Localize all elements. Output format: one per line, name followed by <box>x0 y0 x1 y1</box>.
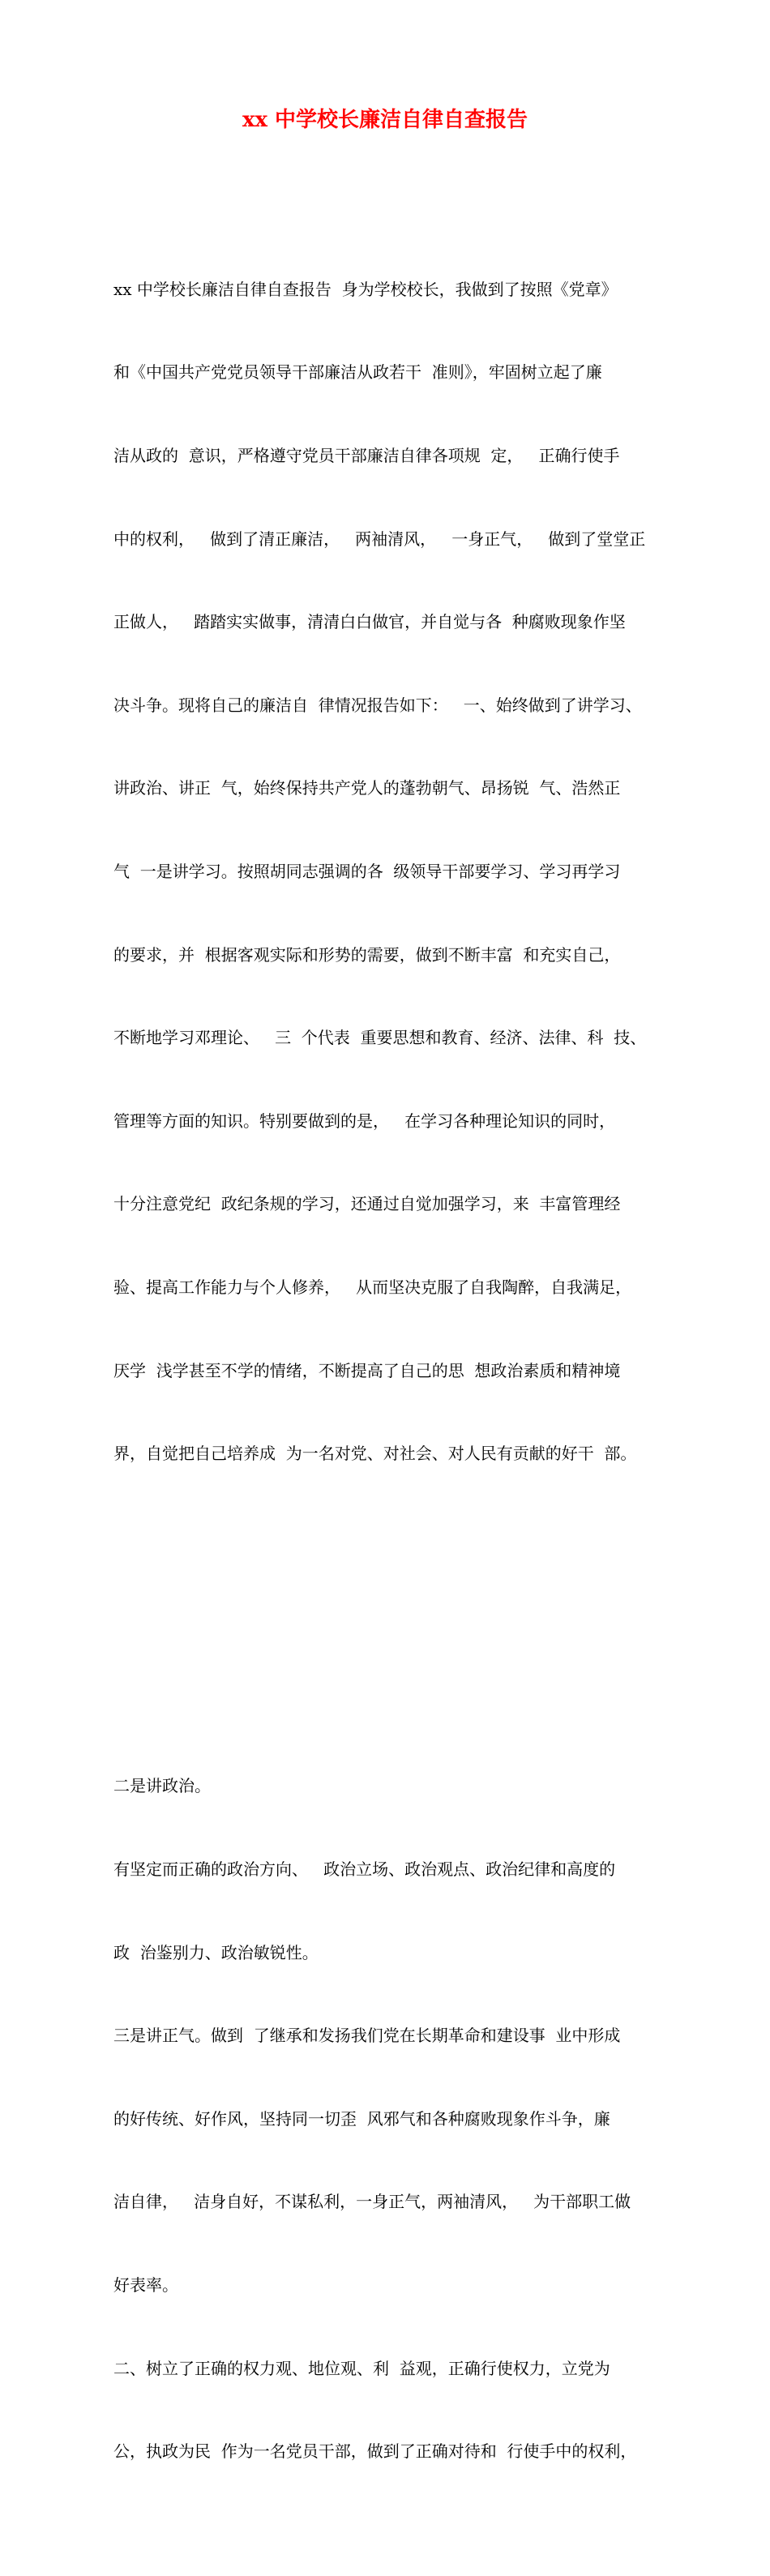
paragraph-spacer <box>113 1606 681 1633</box>
text-line: 讲政治、讲正 气，始终保持共产党人的蓬勃朝气、昂扬锐 气、浩然正 <box>113 778 621 798</box>
text-line: 管理等方面的知识。特别要做到的是， 在学习各种理论知识的同时， <box>113 1110 616 1131</box>
text-line: 二、树立了正确的权力观、地位观、利 益观，正确行使权力，立党为 <box>113 2358 610 2378</box>
text-line: 厌学 浅学甚至不学的情绪，不断提高了自己的思 想政治素质和精神境 <box>113 1360 621 1380</box>
text-line: 洁从政的 意识，严格遵守党员干部廉洁自律各项规 定， 正确行使手 <box>113 446 620 465</box>
paragraph-intro <box>113 220 681 1522</box>
text-line: 不断地学习邓理论、 三 个代表 重要思想和教育、经济、法律、科 技、 <box>113 1028 647 1048</box>
text-line: 中的权利， 做到了清正廉洁， 两袖清风， 一身正气， 做到了堂堂正 <box>113 528 646 549</box>
text-line: 气 一是讲学习。按照胡同志强调的各 级领导干部要学习、学习再学习 <box>113 861 621 881</box>
text-line: 二是讲政治。 <box>113 1776 211 1796</box>
paragraph-sections <box>113 1717 681 2521</box>
text-line: 十分注意党纪 政纪条规的学习，还通过自觉加强学习，来 丰富管理经 <box>113 1194 621 1214</box>
text-line: 的要求，并 根据客观实际和形势的需要，做到不断丰富 和充实自己， <box>113 944 621 965</box>
text-line: xx 中学校长廉洁自律自查报告 身为学校校长，我做到了按照《党章》 <box>113 279 618 299</box>
text-line: 正做人， 踏踏实实做事，清清白白做官，并自觉与各 种腐败现象作坚 <box>113 612 626 632</box>
text-line: 公，执政为民 作为一名党员干部，做到了正确对待和 行使手中的权利， <box>113 2441 637 2462</box>
text-line: 和《中国共产党党员领导干部廉洁从政若干 准则》，牢固树立起了廉 <box>113 362 602 383</box>
text-line: 政 治鉴别力、政治敏锐性。 <box>113 1942 319 1962</box>
text-line: 洁自律， 洁身自好，不谋私利，一身正气，两袖清风， 为干部职工做 <box>113 2192 631 2212</box>
text-line: 决斗争。现将自己的廉洁自 律情况报告如下： 一、始终做到了讲学习、 <box>113 695 642 715</box>
text-line: 三是讲正气。做到 了继承和发扬我们党在长期革命和建设事 业中形成 <box>113 2026 621 2046</box>
document-body <box>113 165 681 2576</box>
text-line: 有坚定而正确的政治方向、 政治立场、政治观点、政治纪律和高度的 <box>113 1859 616 1879</box>
text-line: 验、提高工作能力与个人修养， 从而坚决克服了自我陶醉，自我满足， <box>113 1277 632 1297</box>
text-line: 的好传统、好作风，坚持同一切歪 风邪气和各种腐败现象作斗争，廉 <box>113 2108 610 2129</box>
text-line: 界，自觉把自己培养成 为一名对党、对社会、对人民有贡献的好干 部。 <box>113 1444 637 1464</box>
text-line: 好表率。 <box>113 2274 178 2295</box>
document-title: xx 中学校长廉洁自律自查报告 <box>242 108 528 132</box>
